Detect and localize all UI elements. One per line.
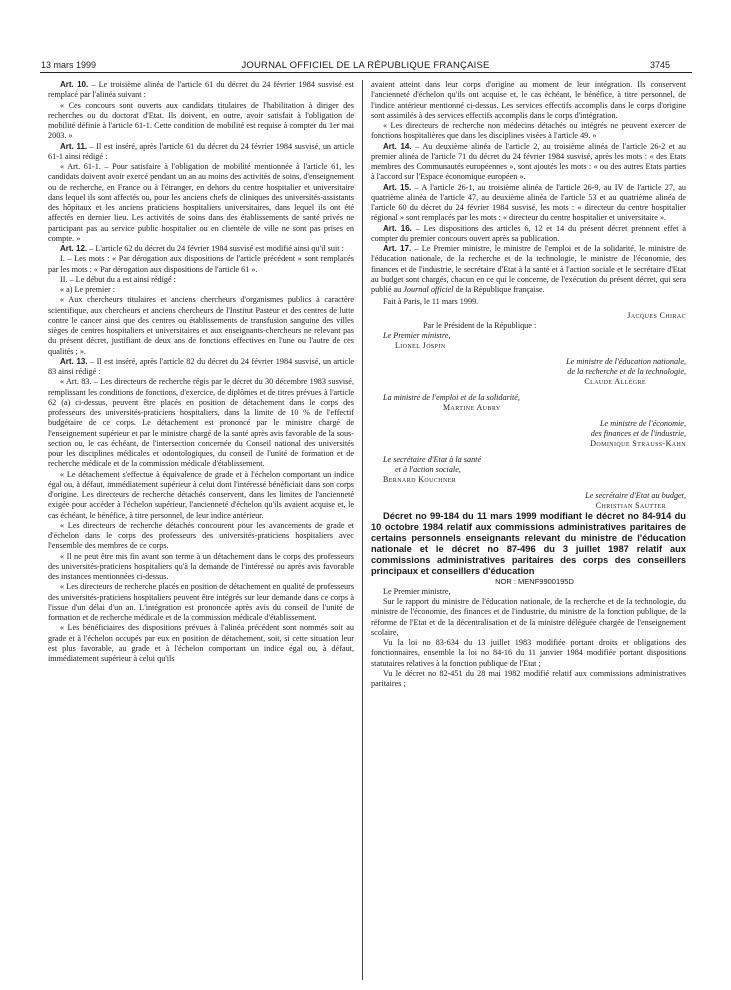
health-secretary-name: Bernard Kouchner bbox=[383, 474, 457, 484]
vu-paragraph-1: Vu la loi no 83-634 du 13 juillet 1983 modifiée portant droits et obligations des fonctionnaires, ensemble la loi no 84-16 du 11 janvier 1984 modifiée portant dispositions statutaires relatives à la fonction publique de l'Etat ; bbox=[371, 638, 686, 668]
left-column bbox=[48, 80, 354, 664]
education-minister-title-1: Le ministre de l'éducation nationale, bbox=[566, 356, 686, 366]
report-paragraph: Sur le rapport du ministre de l'éducation nationale, de la recherche et de la technologie, du ministre de l'économie, des finances et de l'industrie, du ministre de la fonction publique, de la réforme de l'Etat et de la décentralisation et de la ministre déléguée chargée de l'enseignement scolaire, bbox=[371, 597, 686, 637]
article-13-continued-p1: avaient atteint dans leur corps d'origine au moment de leur intégration. Ils conservent l'ancienneté d'échelon qu'ils ont acquise et, le cas échéant, le bénéfice, à titre personnel, de l'indice antérieur mentionné ci-dessus. Les services effectifs accomplis dans le corps d'origine sont assimilés à des services effectifs accomplis dans le corps d'intégration. bbox=[371, 80, 686, 120]
article-12-ii: II. – Le début du a est ainsi rédigé : bbox=[60, 274, 176, 284]
article-13: Art. 13. – Il est inséré, après l'article 82 du décret du 24 février 1984 susvisé, un article 83 ainsi rédigé : bbox=[48, 356, 355, 376]
article-10-quote: « Ces concours sont ouverts aux candidats titulaires de l'habilitation à diriger des recherches ou du doctorat d'Etat. Ils doivent, en outre, avoir satisfait à l'obligation de mobilité définie à l'article 61-1. Cette condition de mobilité est requise à compter du 1er mai 2003. » bbox=[48, 100, 354, 141]
article-12-a: « a) Le premier : bbox=[60, 285, 116, 294]
article-13-p4: « Il ne peut être mis fin avant son terme à un détachement dans le corps des professeurs des universités-praticiens hospitaliers qu'à la demande de l'intéressé ou après avis favorable des instances mentionnées ci-dessus. bbox=[48, 551, 354, 581]
article-13-p3: « Les directeurs de recherche détachés concourent pour les avancements de grade et d'échelon dans le corps des professeurs des universités-praticiens hospitaliers avec l'ensemble des membres de ce corps. bbox=[48, 520, 354, 551]
article-16: Art. 16. – Les dispositions des articles 6, 12 et 14 du présent décret prennent effet à compter du premier concours ouvert après sa publication. bbox=[371, 223, 686, 243]
done-at-paris: Fait à Paris, le 11 mars 1999. bbox=[383, 297, 479, 307]
pm-intro: Le Premier ministre, bbox=[383, 586, 451, 596]
page-header bbox=[0, 0, 731, 71]
article-13-continued-p2: « Les directeurs de recherche non médecins détachés ou intégrés ne peuvent exercer de fonctions hospitalières que dans les disciplines visées à l'article 49. » bbox=[371, 121, 686, 141]
decree-title: Décret no 99-184 du 11 mars 1999 modifiant le décret no 84-914 du 10 octobre 1984 relatif aux commissions administratives paritaires de certains personnels enseignants relevant du ministre de l'éducation nationale et le décret no 87-496 du 3 juillet 1987 relatif aux commissions administratives paritaires des corps des conseillers principaux et conseillers d'éducation bbox=[371, 510, 686, 576]
page-number: 3745 bbox=[650, 60, 671, 70]
article-12-quote: « Aux chercheurs titulaires et anciens chercheurs d'organismes publics à caractère scientifique, aux chercheurs et anciens chercheurs de l'Institut Pasteur et des centres de lutte contre le cancer ainsi que des centres ou établissements de transfusion sanguine des villes sièges de centres hospitaliers et universitaires et aux enseignants-chercheurs ne relevant pas du présent décret, justifiant de deux ans de fonctions effectives en l'une ou l'autre de ces qualités ; ». bbox=[48, 295, 354, 356]
budget-secretary-name: Christian Sautter bbox=[595, 500, 666, 510]
header-rule bbox=[40, 72, 692, 73]
economy-minister-name: Dominique Strauss-Kahn bbox=[590, 438, 686, 448]
economy-minister-title-1: Le ministre de l'économie, bbox=[599, 418, 686, 428]
article-12: Art. 12. – L'article 62 du décret du 24 février 1984 susvisé est modifié ainsi qu'il suit : bbox=[60, 244, 344, 253]
by-president-label: Par le Président de la République : bbox=[423, 320, 537, 330]
issue-date: 13 mars 1999 bbox=[41, 60, 97, 70]
health-secretary-title-2: et à l'action sociale, bbox=[395, 464, 461, 474]
pm-name: Lionel Jospin bbox=[395, 340, 446, 350]
article-10: Art. 10. – Le troisième alinéa de l'article 61 du décret du 24 février 1984 susvisé est remplacé par l'alinéa suivant : bbox=[48, 80, 354, 100]
vu-paragraph-2: Vu le décret no 82-451 du 28 mai 1982 modifié relatif aux commissions administratives paritaires ; bbox=[371, 668, 686, 688]
economy-minister-title-2: des finances et de l'industrie, bbox=[590, 428, 686, 438]
education-minister-title-2: de la recherche et de la technologie, bbox=[567, 366, 686, 376]
article-11-quote: « Art. 61-1. – Pour satisfaire à l'obligation de mobilité mentionnée à l'article 61, les candidats doivent avoir exercé pendant un an au moins des activités de soins, d'enseignement ou de recherche, en France ou à l'étranger, en dehors du centre hospitalier et universitaire dans lequel ils sont affectés ou, pour les anciens chefs de cliniques des universités-assistants des hôpitaux et les anciens praticiens hospitaliers universitaires, dans lequel ils ont été affectés en dernier lieu. Les activités de soins dans des établissements de santé privés ne participant pas au service public hospitalier ou en clientèle de ville ne sont pas prises en compte. » bbox=[48, 162, 354, 243]
signature-president: Jacques Chirac bbox=[627, 310, 686, 320]
article-13-p1: « Art. 83. – Les directeurs de recherche régis par le décret du 30 décembre 1983 susvisé, remplissant les conditions de fonctions, d'exercice, de diplômes et de titres prévues à l'article 62 (a) ci-dessus, peuvent être placés en position de détachement dans le corps des professeurs des universités-praticiens hospitaliers, dans la limite de 10 % de l'effectif budgétaire de ce corps. Le détachement est prononcé par le ministre chargé de l'enseignement supérieur et par le ministre chargé de la santé après avis favorable de la sous-section ou, le cas échéant, de l'intersection concernée du Conseil national des universités pour les disciplines médicales et odontologiques, du conseil de l'unité de formation et de recherche médicale et de la commission médicale d'établissement. bbox=[48, 377, 354, 469]
nor-reference: NOR : MENF9900195D bbox=[495, 576, 574, 586]
employment-minister-title: La ministre de l'emploi et de la solidarité, bbox=[383, 392, 520, 402]
health-secretary-title-1: Le secrétaire d'Etat à la santé bbox=[383, 454, 482, 464]
signatures bbox=[371, 311, 686, 511]
article-13-p5: « Les directeurs de recherche placés en position de détachement en qualité de professeurs des universités-praticiens hospitaliers peuvent être intégrés sur leur demande dans ce corps à l'issue d'un délai d'un an. L'intégration est prononcée après avis du conseil de l'unité de formation et de recherche médicale et de la commission médicale d'établissement. bbox=[48, 582, 354, 622]
article-17: Art. 17. – Le Premier ministre, le ministre de l'emploi et de la solidarité, le ministre de l'éducation nationale, de la recherche et de la technologie, le ministre de l'économie, des finances et de l'industrie, le secrétaire d'Etat à la santé et à l'action sociale et le secrétaire d'Etat au budget sont chargés, chacun en ce qui le concerne, de l'exécution du présent décret, qui sera publié au Journal officiel de la République française. bbox=[371, 244, 687, 294]
pm-title: Le Premier ministre, bbox=[383, 330, 451, 340]
education-minister-name: Claude Allègre bbox=[584, 376, 646, 386]
article-13-p6: « Les bénéficiaires des dispositions prévues à l'alinéa précédent sont nommés soit au grade et à l'échelon occupés par eux en position de détachement, soit, si cette situation leur est plus favorable, au grade et à l'échelon comportant un indice égal ou, à défaut, immédiatement supérieur à celui qu'ils bbox=[48, 623, 354, 663]
right-column bbox=[371, 80, 686, 689]
article-11: Art. 11. – Il est inséré, après l'article 61 du décret du 24 février 1984 susvisé, un article 61-1 ainsi rédigé : bbox=[48, 141, 354, 161]
article-15: Art. 15. – A l'article 26-1, au troisième alinéa de l'article 26-9, au IV de l'article 27, au quatrième alinéa de l'article 47, au deuxième alinéa de l'article 53 et au quatrième alinéa de l'article 60 du décret du 24 février 1984 susvisé, les mots : « directeur du centre hospitalier régional » sont remplacés par les mots : « directeur du centre hospitalier et universitaire ». bbox=[371, 182, 686, 223]
employment-minister-name: Martine Aubry bbox=[443, 402, 501, 412]
article-13-p2: « Le détachement s'effectue à équivalence de grade et à l'échelon comportant un indice égal ou, à défaut, immédiatement supérieur à celui dont l'intéressé bénéficiait dans son corps d'origine. Les directeurs de recherche détachés conservent, dans les limites de l'ancienneté exigée pour accéder à l'échelon supérieur, l'ancienneté d'échelon qu'ils avaient acquise et, le cas échéant, le bénéfice, à titre personnel, de leur indice antérieur. bbox=[48, 469, 354, 520]
article-12-i: I. – Les mots : « Par dérogation aux dispositions de l'article précédent » sont remplacés par les mots : « Par dérogation aux dispositions de l'article 61 ». bbox=[48, 254, 354, 274]
journal-title: JOURNAL OFFICIEL DE LA RÉPUBLIQUE FRANÇAISE bbox=[241, 60, 490, 71]
article-14: Art. 14. – Au deuxième alinéa de l'article 2, au troisième alinéa de l'article 26-2 et au premier alinéa de l'article 71 du décret du 24 février 1984 susvisé, après les mots : « des Etats membres des Communautés européennes », sont ajoutés les mots : « ou des autres Etats parties à l'accord sur l'Espace économique européen ». bbox=[371, 141, 686, 182]
budget-secretary-title: Le secrétaire d'Etat au budget, bbox=[585, 490, 686, 500]
column-divider bbox=[362, 80, 363, 980]
